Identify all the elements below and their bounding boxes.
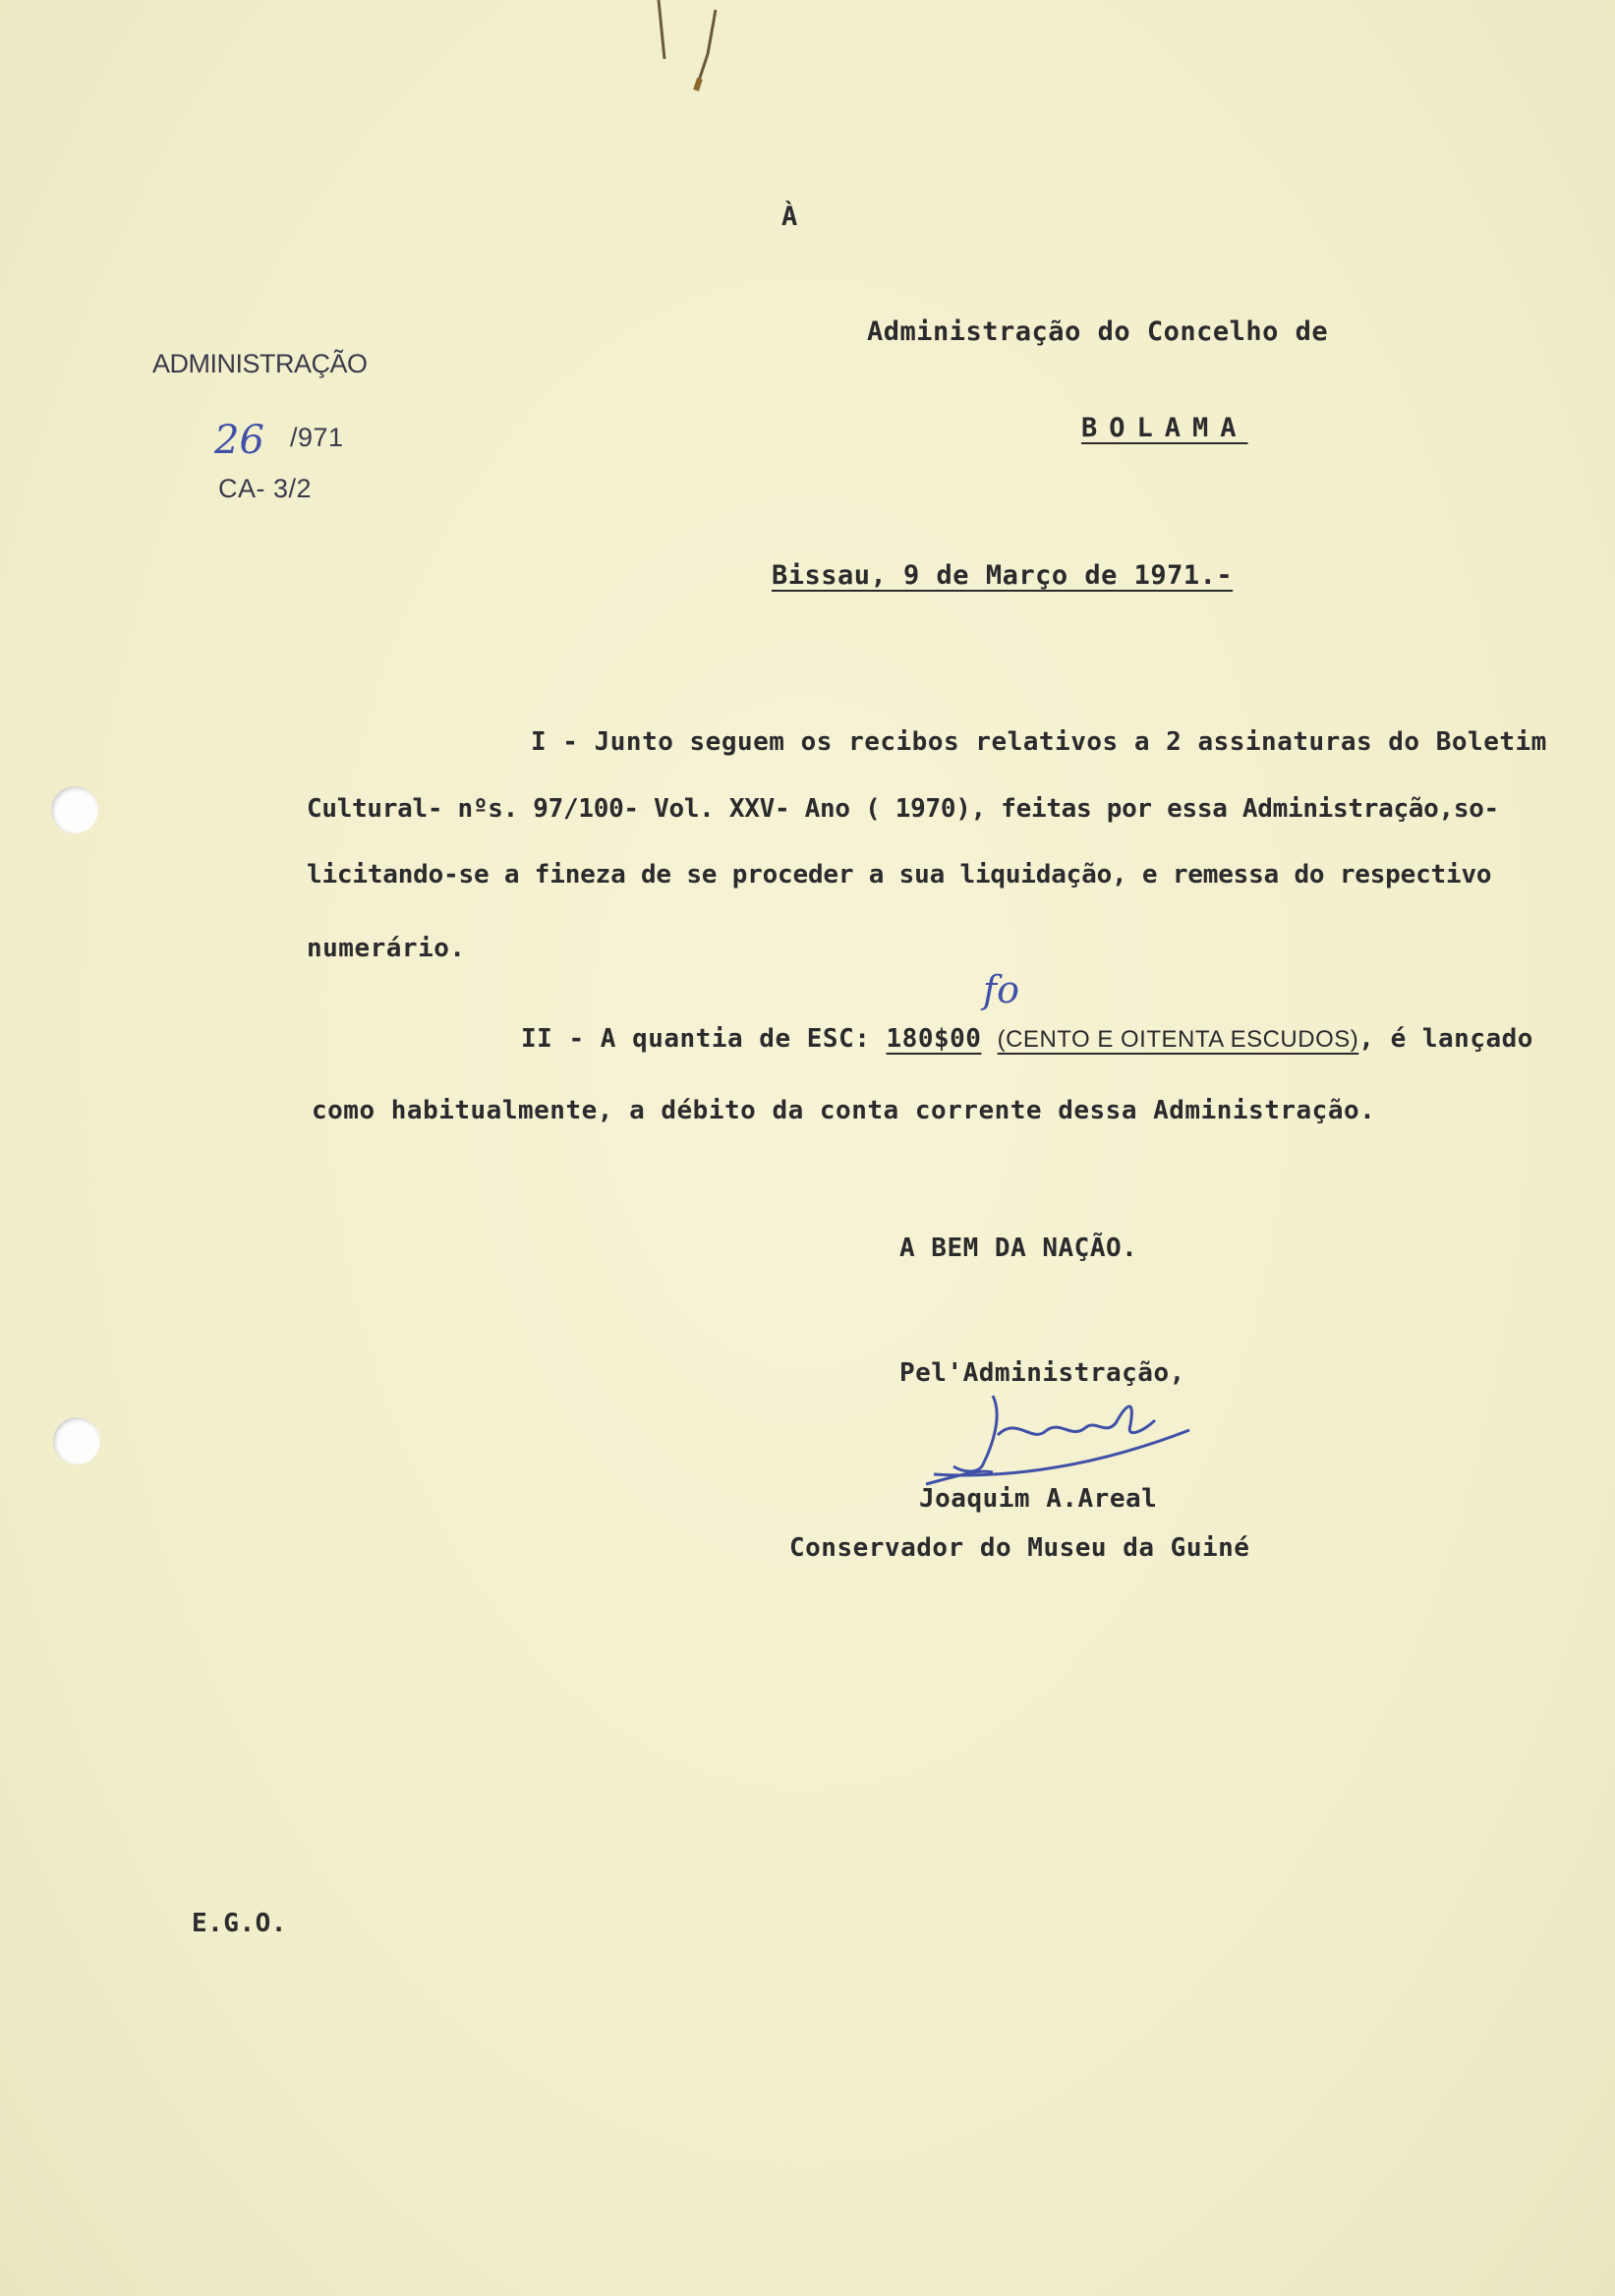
- paragraph2-prefix: II - A quantia de ESC:: [521, 1024, 887, 1054]
- recipient-line2: BOLAMA: [1081, 413, 1248, 443]
- stamp-title: ADMINISTRAÇÃO: [152, 349, 368, 378]
- stamp-reference: CA- 3/2: [218, 474, 313, 503]
- date-line: Bissau, 9 de Março de 1971.-: [772, 560, 1234, 591]
- body-paragraph2-line1: [521, 1024, 1533, 1054]
- stamp-number-handwritten: 26: [214, 418, 264, 463]
- punch-hole-bottom: [53, 1417, 100, 1464]
- recipient-prefix: À: [781, 201, 798, 232]
- closing-salutation: A BEM DA NAÇÃO.: [899, 1234, 1138, 1263]
- closing-on-behalf: Pel'Administração,: [899, 1358, 1185, 1388]
- handwritten-signature: [924, 1376, 1199, 1494]
- amount-value: 180$00: [886, 1024, 982, 1054]
- body-paragraph2-line2: como habitualmente, a débito da conta corrente dessa Administração.: [312, 1096, 1376, 1125]
- stamp-number-year: /971: [290, 423, 344, 452]
- staple-mark: [639, 0, 737, 98]
- paragraph2-suffix: , é lançado: [1358, 1024, 1533, 1054]
- signer-name: Joaquim A.Areal: [919, 1484, 1158, 1514]
- body-paragraph1-line2: Cultural- nºs. 97/100- Vol. XXV- Ano ( 1970), feitas por essa Administração,so-: [307, 794, 1499, 824]
- recipient-line1: Administração do Concelho de: [867, 316, 1329, 347]
- punch-hole-top: [51, 786, 98, 833]
- amount-text: (CENTO E OITENTA ESCUDOS): [997, 1026, 1359, 1053]
- signer-title: Conservador do Museu da Guiné: [789, 1533, 1250, 1563]
- body-paragraph1-line3: licitando-se a fineza de se proceder a sua liquidação, e remessa do respectivo: [307, 860, 1492, 890]
- typist-initials: E.G.O.: [192, 1909, 287, 1938]
- body-paragraph1-line1: I - Junto seguem os recibos relativos a 2 assinaturas do Boletim: [531, 727, 1547, 757]
- handwritten-annotation: fo: [983, 968, 1019, 1011]
- body-paragraph1-line4: numerário.: [307, 934, 466, 963]
